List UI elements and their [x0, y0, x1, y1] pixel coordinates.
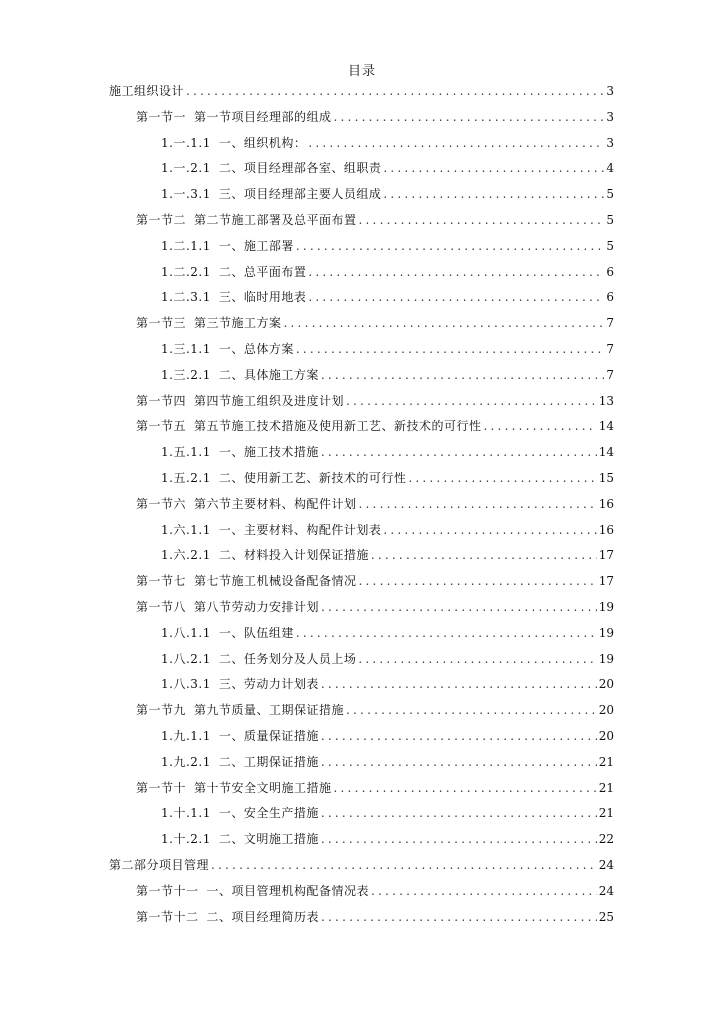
toc-entry-number: 第一节十: [136, 780, 187, 795]
toc-entry[interactable]: [161, 802, 614, 820]
toc-entry-number: 第一节四: [136, 393, 187, 408]
toc-entry-number: 第一节八: [136, 600, 187, 614]
toc-entry-label: 二、文明施工措施: [218, 832, 319, 847]
toc-entry-label: 一、施工技术措施: [218, 445, 319, 460]
toc-entry-number: 1.二.1.1: [161, 238, 211, 253]
toc-entry-page-number: 20: [598, 703, 614, 718]
dot-leader: [321, 832, 597, 846]
toc-entry-page-number: 5: [606, 187, 614, 202]
toc-entry-label: 一、安全生产措施: [218, 806, 319, 821]
toc-entry-number: 1.六.1.1: [161, 522, 211, 537]
dot-leader: [484, 419, 597, 433]
toc-title: 目录: [347, 64, 376, 79]
toc-entry[interactable]: [136, 415, 614, 433]
toc-entry[interactable]: [161, 544, 614, 562]
toc-entry-page-number: 19: [598, 651, 614, 666]
toc-entry-number: 1.一.2.1: [161, 161, 211, 176]
toc-entry-number: 1.二.2.1: [161, 264, 211, 279]
dot-leader: [321, 729, 597, 743]
dot-leader: [408, 471, 596, 485]
toc-entry[interactable]: [161, 338, 614, 356]
toc-entry-heading: [161, 239, 294, 253]
dot-leader: [334, 781, 597, 795]
toc-entry-page-number: 6: [606, 264, 614, 279]
toc-entry-label: 第一节项目经理部的组成: [194, 109, 332, 124]
toc-entry-label: 二、任务划分及人员上场: [218, 651, 357, 666]
dot-leader: [308, 290, 604, 304]
toc-entry[interactable]: [161, 828, 614, 846]
toc-entry-label: 第二部分项目管理: [109, 858, 210, 872]
toc-entry[interactable]: [161, 261, 614, 279]
toc-entry-label: 二、工期保证措施: [218, 754, 319, 769]
toc-entry-label: 第七节施工机械设备配备情况: [194, 574, 357, 589]
dot-leader: [321, 755, 597, 769]
toc-entry[interactable]: [161, 364, 614, 382]
toc-entry-heading: [161, 265, 306, 279]
toc-entry-heading: [161, 652, 356, 666]
toc-entry-heading: [161, 548, 369, 562]
dot-leader: [186, 84, 604, 98]
toc-entry-number: 1.五.2.1: [161, 471, 211, 485]
toc-entry-heading: [161, 806, 319, 820]
toc-entry[interactable]: [161, 622, 614, 640]
toc-entry[interactable]: [161, 673, 614, 691]
toc-entry-heading: [161, 523, 381, 537]
toc-entry-number: 第一节一: [136, 109, 187, 124]
toc-entry-heading: [109, 84, 184, 98]
dot-leader: [321, 910, 597, 924]
toc-entry-label: 第五节施工技术措施及使用新工艺、新技术的可行性: [194, 419, 482, 434]
toc-entry-label: 一、项目管理机构配备情况表: [206, 883, 370, 898]
toc-entry[interactable]: [161, 725, 614, 743]
toc-entry-page-number: 3: [606, 135, 614, 150]
toc-entry-number: 1.三.1.1: [161, 342, 211, 356]
toc-entry-label: 第六节主要材料、构配件计划: [194, 496, 357, 511]
toc-entry-page-number: 14: [598, 419, 614, 434]
toc-entry-label: 一、质量保证措施: [218, 729, 319, 743]
toc-entry-number: 1.九.2.1: [161, 754, 211, 769]
dot-leader: [334, 110, 604, 124]
toc-entry-heading: [136, 884, 369, 898]
toc-entry-page-number: 5: [606, 238, 614, 253]
toc-entry[interactable]: [161, 648, 614, 666]
dot-leader: [383, 161, 604, 175]
toc-entry-number: 1.五.1.1: [161, 445, 211, 460]
dot-leader: [359, 213, 604, 227]
dot-leader: [321, 600, 597, 614]
toc-entry-page-number: 5: [606, 213, 614, 227]
dot-leader: [308, 265, 604, 279]
toc-entry-label: 二、项目经理简历表: [206, 909, 320, 924]
toc-entry-label: 二、具体施工方案: [218, 367, 319, 382]
toc-entry-label: 二、使用新工艺、新技术的可行性: [218, 471, 407, 485]
dot-leader: [211, 858, 597, 872]
toc-entry-heading: [161, 290, 306, 304]
toc-entry-number: 1.三.2.1: [161, 367, 211, 382]
toc-entry-heading: [161, 161, 381, 175]
toc-entry[interactable]: [161, 235, 614, 253]
toc-entry-page-number: 6: [606, 290, 614, 305]
toc-entry-number: 1.八.1.1: [161, 625, 211, 640]
toc-entry[interactable]: [136, 906, 614, 924]
toc-entry-label: 一、队伍组建: [218, 625, 294, 640]
toc-entry-heading: [136, 419, 482, 433]
toc-entry-heading: [161, 626, 294, 640]
toc-entry-page-number: 7: [606, 342, 614, 356]
toc-entry[interactable]: [136, 570, 614, 588]
toc-entry-label: 第二节施工部署及总平面布置: [194, 213, 357, 227]
toc-entry[interactable]: [136, 880, 614, 898]
dot-leader: [284, 316, 604, 330]
dot-leader: [321, 806, 597, 820]
toc-entry[interactable]: [136, 106, 614, 124]
dot-leader: [296, 626, 597, 640]
dot-leader: [346, 703, 597, 717]
dot-leader: [296, 239, 604, 253]
toc-entry-page-number: 15: [598, 471, 614, 485]
toc-entry-label: 第八节劳动力安排计划: [194, 600, 320, 614]
toc-entry-label: 第十节安全文明施工措施: [194, 780, 332, 795]
toc-entry-page-number: 3: [606, 84, 614, 98]
toc-entry-page-number: 7: [606, 316, 614, 331]
dot-leader: [383, 187, 604, 201]
toc-entry-number: 1.一.3.1: [161, 187, 211, 202]
toc-entry-number: 1.一.1.1: [161, 135, 211, 150]
dot-leader: [371, 884, 597, 898]
toc-entry-page-number: 21: [598, 780, 614, 795]
toc-entry-number: 1.六.2.1: [161, 548, 211, 563]
toc-entry-page-number: 4: [606, 161, 614, 176]
toc-entry-number: 第一节九: [136, 703, 187, 718]
toc-entry-number: 1.八.3.1: [161, 677, 211, 692]
toc-entry[interactable]: [161, 132, 614, 150]
toc-entry-heading: [109, 858, 209, 872]
toc-entry-label: 第四节施工组织及进度计划: [194, 393, 345, 408]
toc-entry-heading: [161, 368, 319, 382]
toc-entry-number: 第一节五: [136, 419, 187, 434]
dot-leader: [359, 574, 597, 588]
toc-entry-heading: [136, 910, 319, 924]
toc-entry-page-number: 19: [598, 600, 614, 614]
dot-leader: [321, 368, 604, 382]
toc-entry-number: 1.十.2.1: [161, 832, 211, 847]
toc-entry-heading: [136, 213, 357, 227]
toc-entry[interactable]: [136, 596, 614, 614]
toc-entry-heading: [136, 110, 332, 124]
toc-entry-label: 三、劳动力计划表: [218, 677, 319, 692]
toc-entry-page-number: 25: [598, 909, 614, 924]
dot-leader: [358, 652, 596, 666]
toc-entry-heading: [136, 600, 319, 614]
toc-entry-page-number: 24: [598, 858, 614, 872]
dot-leader: [321, 677, 597, 691]
toc-entry[interactable]: [109, 854, 614, 872]
toc-entry-heading: [136, 703, 344, 717]
toc-entry-label: 一、主要材料、构配件计划表: [218, 522, 382, 537]
toc-entry-label: 二、材料投入计划保证措施: [218, 548, 369, 563]
toc-entry-page-number: 17: [598, 574, 614, 589]
toc-entry[interactable]: [136, 493, 614, 511]
toc-entry-page-number: 21: [598, 806, 614, 821]
toc-entry[interactable]: [136, 777, 614, 795]
dot-leader: [321, 445, 597, 459]
toc-entry[interactable]: [161, 751, 614, 769]
toc-entry-label: 二、项目经理部各室、组职责: [218, 161, 382, 176]
toc-entry-label: 第九节质量、工期保证措施: [194, 703, 345, 718]
toc-entry-number: 第一节三: [136, 316, 187, 331]
toc-entry-heading: [161, 342, 294, 356]
toc-entry-label: 一、组织机构：: [218, 135, 307, 150]
toc-entry-heading: [161, 445, 319, 459]
toc-entry-heading: [161, 187, 381, 201]
toc-entry-heading: [161, 677, 319, 691]
toc-entry-label: 一、施工部署: [218, 238, 294, 253]
toc-entry[interactable]: [136, 699, 614, 717]
toc-entry[interactable]: [161, 519, 614, 537]
toc-entry-heading: [136, 394, 344, 408]
toc-entry-number: 1.二.3.1: [161, 290, 211, 305]
toc-entry[interactable]: [136, 209, 614, 227]
toc-entry-heading: [136, 316, 282, 330]
toc-entry-label: 第三节施工方案: [194, 316, 282, 331]
toc-entry-number: 第一节十一: [136, 883, 199, 898]
toc-entry-page-number: 13: [598, 393, 614, 408]
toc-entry[interactable]: [161, 183, 614, 201]
toc-entry-heading: [161, 755, 319, 769]
dot-leader: [383, 523, 596, 537]
toc-entry-heading: [136, 574, 357, 588]
toc-entry-heading: [161, 832, 319, 846]
toc-entry-heading: [136, 497, 357, 511]
toc-entry-number: 第一节六: [136, 496, 187, 511]
toc-entry-label: 三、项目经理部主要人员组成: [218, 187, 382, 202]
toc-entry-page-number: 24: [598, 883, 614, 898]
toc-entry-page-number: 20: [598, 729, 614, 743]
toc-entry-label: 施工组织设计: [109, 84, 185, 98]
toc-entry[interactable]: [136, 312, 614, 330]
toc-entry-number: 1.十.1.1: [161, 806, 211, 821]
toc-entry[interactable]: [161, 286, 614, 304]
toc-entry-number: 第一节十二: [136, 909, 199, 924]
toc-entry-page-number: 22: [598, 832, 614, 847]
toc-entry-label: 二、总平面布置: [218, 264, 307, 279]
dot-leader: [346, 394, 597, 408]
toc-entry-heading: [161, 729, 319, 743]
dot-leader: [296, 342, 604, 356]
toc-entry-number: 第一节二: [136, 213, 187, 227]
toc-entry-heading: [161, 471, 406, 485]
dot-leader: [359, 497, 597, 511]
toc-entry-page-number: 3: [606, 109, 614, 124]
toc-entry-page-number: 14: [598, 445, 614, 460]
toc-entry-heading: [161, 136, 306, 150]
toc-entry[interactable]: [161, 441, 614, 459]
toc-entry-page-number: 17: [598, 548, 614, 563]
toc-entry[interactable]: [136, 390, 614, 408]
toc-entry-number: 第一节七: [136, 574, 187, 589]
toc-entry-page-number: 20: [598, 677, 614, 692]
toc-entry-page-number: 16: [598, 496, 614, 511]
toc-entry[interactable]: [109, 80, 614, 98]
toc-entry-page-number: 19: [598, 625, 614, 640]
toc-entry-page-number: 7: [606, 367, 614, 382]
toc-entry-heading: [136, 781, 332, 795]
toc-entry-page-number: 16: [598, 522, 614, 537]
toc-entry[interactable]: [161, 467, 614, 485]
toc-entry-number: 1.八.2.1: [161, 651, 211, 666]
toc-entry-label: 三、临时用地表: [218, 290, 307, 305]
dot-leader: [371, 548, 597, 562]
toc-entry-label: 一、总体方案: [218, 342, 294, 356]
toc-entry[interactable]: [161, 157, 614, 175]
toc-entry-number: 1.九.1.1: [161, 729, 211, 743]
toc-entry-page-number: 21: [598, 754, 614, 769]
dot-leader: [308, 136, 604, 150]
